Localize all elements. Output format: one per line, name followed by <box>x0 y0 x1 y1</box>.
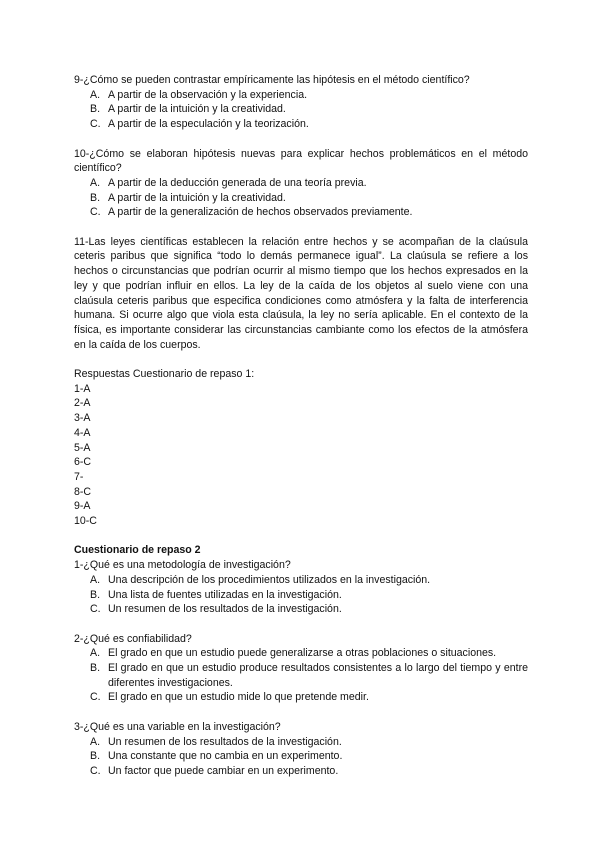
option-list <box>74 176 528 220</box>
option-text: Una descripción de los procedimientos utilizados en la investigación. <box>108 573 431 586</box>
question-text: 2-¿Qué es confiabilidad? <box>74 632 192 645</box>
answer-item: 6-C <box>74 456 92 469</box>
spacer <box>74 529 528 544</box>
option-text: A partir de la especulación y la teorización. <box>108 118 309 131</box>
option-letter: A. <box>90 573 101 586</box>
option-text: Una constante que no cambia en un experimento. <box>108 750 343 763</box>
option-b <box>74 588 528 603</box>
option-c <box>74 117 528 132</box>
s2-question-2 <box>74 632 528 706</box>
option-text: Un resumen de los resultados de la investigación. <box>108 603 342 616</box>
option-text: A partir de la generalización de hechos observados previamente. <box>108 206 413 219</box>
option-list <box>74 646 528 705</box>
option-b <box>74 661 528 690</box>
s2-question-1 <box>74 558 528 617</box>
answer-item: 3-A <box>74 412 91 425</box>
question-text: 10-¿Cómo se elaboran hipótesis nuevas para explicar hechos problemáticos en el método científico? <box>74 147 528 175</box>
option-text: El grado en que un estudio produce resultados consistentes a lo largo del tiempo y entre diferentes investigaciones. <box>108 662 528 689</box>
answer-item: 8-C <box>74 485 92 498</box>
s2-question-3 <box>74 720 528 779</box>
option-text: A partir de la intuición y la creatividad. <box>108 103 286 116</box>
answer-item: 1-A <box>74 382 91 395</box>
section-2-title: Cuestionario de repaso 2 <box>74 544 201 557</box>
spacer <box>74 220 528 235</box>
question-text: 9-¿Cómo se pueden contrastar empíricamente las hipótesis en el método científico? <box>74 74 470 86</box>
answers-title: Respuestas Cuestionario de repaso 1: <box>74 368 255 381</box>
spacer <box>74 132 528 147</box>
option-b <box>74 191 528 206</box>
option-list <box>74 735 528 779</box>
option-text: A partir de la observación y la experiencia. <box>108 88 308 101</box>
option-letter: C. <box>90 118 101 131</box>
answer-item: 7- <box>74 470 84 483</box>
question-11-paragraph: 11-Las leyes científicas establecen la relación entre hechos y se acompañan de la claúsula ceteris paribus que significa “todo lo demás permanece igual”. La claúsula se refiere a los hechos o circunstancias que podrían ocurrir al mismo tiempo que los hechos expresados en la ley y que podrían influir en ellos. La ley de la caída de los objetos al suelo viene con una claúsula ceteris paribus que especifica condiciones como atmósfera y la falta de interferencia humana. Si ocurre algo que viola esta claúsula, la ley no sería aplicable. En el contexto de la física, es importante considerar las circunstancias cambiante como los efectos de la atmósfera en la caída de los cuerpos. <box>74 235 528 351</box>
option-letter: C. <box>90 603 101 616</box>
question-9 <box>74 73 528 132</box>
answer-item: 10-C <box>74 515 97 528</box>
option-c <box>74 602 528 617</box>
option-list <box>74 88 528 132</box>
option-b <box>74 102 528 117</box>
option-letter: C. <box>90 206 101 219</box>
option-letter: A. <box>90 735 101 748</box>
spacer <box>74 617 528 632</box>
answer-item: 4-A <box>74 426 91 439</box>
option-text: Una lista de fuentes utilizadas en la investigación. <box>108 588 342 601</box>
option-letter: B. <box>90 191 101 204</box>
option-text: A partir de la deducción generada de una teoría previa. <box>108 176 367 189</box>
option-c <box>74 764 528 779</box>
option-a <box>74 573 528 588</box>
question-10 <box>74 147 528 221</box>
answer-item: 9-A <box>74 500 91 513</box>
option-c <box>74 205 528 220</box>
question-text: 3-¿Qué es una variable en la investigación? <box>74 720 281 733</box>
option-letter: A. <box>90 176 101 189</box>
option-letter: B. <box>90 750 101 763</box>
question-text: 1-¿Qué es una metodología de investigación? <box>74 559 291 572</box>
option-text: El grado en que un estudio mide lo que pretende medir. <box>108 691 369 704</box>
option-a <box>74 176 528 191</box>
option-c <box>74 690 528 705</box>
answers-section <box>74 367 528 529</box>
option-text: Un factor que puede cambiar en un experimento. <box>108 764 339 777</box>
answer-item: 2-A <box>74 397 91 410</box>
option-a <box>74 88 528 103</box>
document-page <box>74 73 528 779</box>
option-a <box>74 646 528 661</box>
option-list <box>74 573 528 617</box>
option-text: A partir de la intuición y la creatividad. <box>108 191 286 204</box>
option-letter: B. <box>90 662 101 675</box>
option-letter: A. <box>90 88 101 101</box>
option-letter: B. <box>90 103 101 116</box>
option-letter: B. <box>90 588 101 601</box>
spacer <box>74 705 528 720</box>
option-text: El grado en que un estudio puede generalizarse a otras poblaciones o situaciones. <box>108 647 497 660</box>
option-letter: A. <box>90 647 101 660</box>
answer-item: 5-A <box>74 441 91 454</box>
spacer <box>74 352 528 367</box>
option-letter: C. <box>90 691 101 704</box>
option-b <box>74 749 528 764</box>
option-a <box>74 735 528 750</box>
answers-list <box>74 382 528 529</box>
option-letter: C. <box>90 764 101 777</box>
option-text: Un resumen de los resultados de la investigación. <box>108 735 342 748</box>
